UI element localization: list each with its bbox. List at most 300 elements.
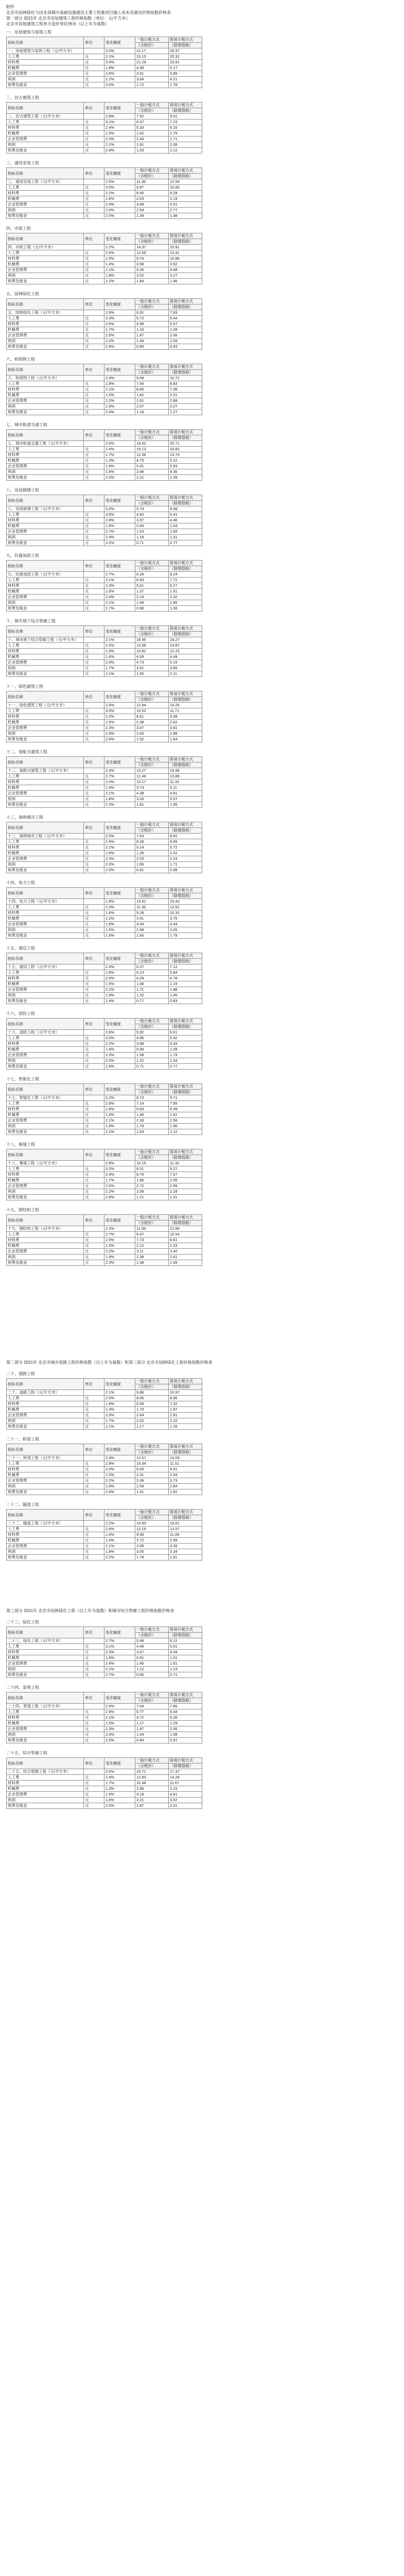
- table-cell: 12.19: [135, 1527, 169, 1532]
- table-cell: 元: [84, 987, 104, 993]
- header-cell: 单位: [84, 1215, 104, 1226]
- table-row: [7, 899, 202, 905]
- table-cell: 17.47: [169, 1769, 202, 1775]
- table-cell: 利润: [7, 273, 84, 279]
- table-cell: 元: [84, 643, 104, 649]
- table-cell: 9.71: [169, 1095, 202, 1101]
- index-section: [6, 226, 398, 284]
- table-row: [7, 321, 202, 327]
- header-cell: 简易计税方式: [169, 103, 202, 108]
- table-cell: 人工费: [7, 578, 84, 583]
- table-cell: 2.54: [135, 208, 169, 213]
- table-cell: 12.58: [169, 179, 202, 185]
- table-row: [7, 774, 202, 779]
- table-cell: 人工费: [7, 250, 84, 256]
- table-cell: 元: [84, 1401, 104, 1407]
- table-cell: 元: [84, 785, 104, 791]
- index-table: [6, 1692, 202, 1743]
- table-cell: 2.19: [135, 595, 169, 600]
- header-cell: （除增值税）: [169, 893, 202, 899]
- table-cell: [84, 768, 104, 774]
- table-header-row: [7, 561, 202, 566]
- table-cell: 元: [84, 1255, 104, 1260]
- table-cell: 15.13: [135, 447, 169, 452]
- table-cell: 2.4%: [104, 1455, 135, 1461]
- table-cell: 3.1%: [104, 120, 135, 125]
- table-cell: 2.0%: [104, 441, 135, 447]
- table-cell: 2.0%: [104, 731, 135, 737]
- table-cell: 2.5%: [104, 1738, 135, 1743]
- table-cell: 5.92: [135, 1030, 169, 1036]
- table-cell: 2.4%: [104, 1661, 135, 1667]
- table-cell: 2.77: [169, 208, 202, 213]
- table-row: [7, 404, 202, 410]
- index-table: [6, 560, 202, 612]
- table-row: [7, 1047, 202, 1053]
- table-row: [7, 1260, 202, 1266]
- header-cell: 指标名称: [7, 233, 84, 245]
- table-cell: 2.2%: [104, 338, 135, 344]
- index-table: [6, 625, 202, 677]
- table-cell: 2.21: [135, 475, 169, 481]
- table-cell: 2.6%: [104, 1101, 135, 1107]
- header-cell: 变化幅度: [104, 430, 135, 441]
- table-cell: 2.0%: [104, 475, 135, 481]
- index-table: [6, 887, 202, 939]
- table-cell: 元: [84, 851, 104, 856]
- table-cell: 2.2%: [104, 1521, 135, 1527]
- table-cell: 12.89: [169, 1226, 202, 1232]
- index-table: [6, 1149, 202, 1200]
- table-cell: 元: [84, 1064, 104, 1070]
- table-cell: 2.4%: [104, 998, 135, 1004]
- header-cell: 一般计税方式: [135, 299, 169, 304]
- table-cell: 2.06: [169, 333, 202, 338]
- table-cell: 机械费: [7, 196, 84, 202]
- table-cell: 16.82: [169, 447, 202, 452]
- table-cell: 材料费: [7, 779, 84, 785]
- table-cell: 二十三、绿化工程（元/平方米）: [7, 1638, 84, 1644]
- table-cell: 元: [84, 1418, 104, 1424]
- table-cell: 元: [84, 464, 104, 469]
- table-cell: 4.49: [169, 654, 202, 660]
- table-cell: 机械费: [7, 393, 84, 398]
- header-cell: 单位: [84, 233, 104, 245]
- header-cell: （含税价）: [135, 697, 169, 703]
- table-cell: 2.3%: [104, 802, 135, 808]
- index-section: [6, 357, 398, 415]
- table-cell: 人工费: [7, 120, 84, 125]
- header-cell: 变化幅度: [104, 1084, 135, 1095]
- table-cell: 1.3%: [104, 1786, 135, 1792]
- table-cell: 3.68: [135, 202, 169, 208]
- header-cell: 一般计税方式: [135, 822, 169, 828]
- table-cell: 机械费: [7, 1472, 84, 1478]
- table-cell: 10.31: [169, 910, 202, 916]
- table-cell: 2.0%: [104, 1238, 135, 1243]
- table-row: [7, 202, 202, 208]
- table-cell: 十五、通信工程（元/平方米）: [7, 964, 84, 970]
- table-cell: 元: [84, 540, 104, 546]
- table-cell: 2.03: [135, 196, 169, 202]
- header-cell: （除增值税）: [169, 632, 202, 637]
- table-cell: 2.6%: [104, 321, 135, 327]
- header-cell: 变化幅度: [104, 888, 135, 899]
- table-cell: 元: [84, 1232, 104, 1238]
- table-row: [7, 637, 202, 643]
- table-cell: 企业管理费: [7, 1118, 84, 1124]
- table-cell: 4.46: [169, 518, 202, 523]
- table-row: [7, 1095, 202, 1101]
- table-cell: 2.72: [135, 1538, 169, 1544]
- table-cell: 元: [84, 447, 104, 452]
- table-cell: 4.86: [135, 1036, 169, 1041]
- table-cell: 2.0%: [104, 1058, 135, 1064]
- table-cell: 企业管理费: [7, 1413, 84, 1418]
- table-cell: 1.68: [135, 600, 169, 606]
- table-cell: 1.61: [169, 1661, 202, 1667]
- table-cell: 9.74: [135, 256, 169, 262]
- header-cell: 单位: [84, 430, 104, 441]
- table-cell: 1.6%: [104, 469, 135, 475]
- table-cell: [84, 376, 104, 381]
- header-cell: 指标名称: [7, 953, 84, 964]
- table-row: [7, 1413, 202, 1418]
- table-cell: 元: [84, 1047, 104, 1053]
- table-row: [7, 1161, 202, 1166]
- table-cell: 元: [84, 649, 104, 654]
- section-title: 十五、通信工程: [6, 946, 35, 951]
- table-cell: 1.44: [135, 338, 169, 344]
- table-cell: 2.0%: [104, 660, 135, 666]
- table-cell: 1.86: [135, 1178, 169, 1183]
- table-row: [7, 572, 202, 578]
- table-cell: 23.15: [135, 54, 169, 60]
- table-row: [7, 447, 202, 452]
- index-section: [6, 1142, 398, 1200]
- table-cell: 1.9%: [104, 1792, 135, 1798]
- table-cell: 0.91: [135, 868, 169, 873]
- table-cell: 元: [84, 1803, 104, 1809]
- table-cell: 1.19: [169, 981, 202, 987]
- table-cell: 3.75: [169, 916, 202, 922]
- table-cell: 1.7%: [104, 666, 135, 671]
- table-cell: 元: [84, 535, 104, 540]
- header-cell: 简易计税方式: [169, 626, 202, 632]
- table-row: [7, 1030, 202, 1036]
- table-row: [7, 649, 202, 654]
- header-cell: 指标名称: [7, 299, 84, 310]
- table-cell: 规费及税金: [7, 148, 84, 154]
- header-cell: 简易计税方式: [169, 299, 202, 304]
- table-cell: 9.27: [169, 1166, 202, 1172]
- table-cell: 8.45: [135, 191, 169, 196]
- table-cell: 规费及税金: [7, 1195, 84, 1200]
- table-cell: 12.67: [135, 1455, 169, 1461]
- header-cell: 一般计税方式: [135, 103, 169, 108]
- table-cell: 1.41: [169, 851, 202, 856]
- table-cell: 1.6%: [104, 589, 135, 595]
- section-title: 十二、装配式建筑工程: [6, 750, 47, 754]
- header-cell: 变化幅度: [104, 626, 135, 637]
- table-cell: 2.59: [135, 1484, 169, 1489]
- index-section: [6, 1208, 398, 1266]
- table-cell: 元: [84, 595, 104, 600]
- table-cell: 元: [84, 839, 104, 845]
- table-cell: 十、城市地下综合管廊工程（元/平方米）: [7, 637, 84, 643]
- table-cell: 材料费: [7, 452, 84, 458]
- table-row: [7, 267, 202, 273]
- table-cell: 2.6%: [104, 1064, 135, 1070]
- table-cell: 规费及税金: [7, 868, 84, 873]
- table-cell: 2.3%: [104, 768, 135, 774]
- table-cell: 2.88: [169, 731, 202, 737]
- table-cell: 元: [84, 714, 104, 720]
- table-row: [7, 376, 202, 381]
- header-cell: 一般计税方式: [135, 888, 169, 893]
- table-cell: 利润: [7, 993, 84, 998]
- table-cell: 2.1%: [104, 1118, 135, 1124]
- header-cell: （除增值税）: [169, 697, 202, 703]
- table-cell: 规费及税金: [7, 998, 84, 1004]
- header-cell: （除增值税）: [169, 1764, 202, 1769]
- table-cell: 3.2%: [104, 506, 135, 512]
- table-row: [7, 381, 202, 387]
- table-header-row: [7, 1215, 202, 1221]
- index-table: [6, 953, 202, 1004]
- table-cell: 3.0%: [104, 1036, 135, 1041]
- table-cell: 1.3%: [104, 1407, 135, 1413]
- table-cell: 1.04: [169, 523, 202, 529]
- table-cell: 机械费: [7, 1178, 84, 1183]
- table-cell: 1.32: [135, 993, 169, 998]
- table-cell: 利润: [7, 731, 84, 737]
- table-cell: 2.1%: [104, 845, 135, 851]
- index-section: [6, 1077, 398, 1135]
- part-three-tables: [6, 1620, 398, 1809]
- table-cell: 2.3%: [104, 137, 135, 142]
- table-cell: 元: [84, 267, 104, 273]
- table-cell: 材料费: [7, 976, 84, 981]
- table-cell: 1.71: [169, 862, 202, 868]
- table-cell: 元: [84, 720, 104, 725]
- table-cell: 十二、装配式建筑工程（元/平方米）: [7, 768, 84, 774]
- header-cell: 简易计税方式: [169, 168, 202, 174]
- table-cell: 机械费: [7, 131, 84, 137]
- table-cell: 4.82: [135, 512, 169, 518]
- table-cell: 21.17: [135, 48, 169, 54]
- table-cell: 机械费: [7, 981, 84, 987]
- table-cell: 2.1%: [104, 1424, 135, 1430]
- table-cell: 2.1%: [104, 387, 135, 393]
- table-cell: 0.91: [135, 1655, 169, 1661]
- table-cell: 7.12: [169, 964, 202, 970]
- table-cell: 1.5%: [104, 720, 135, 725]
- index-table: [6, 1214, 202, 1266]
- table-cell: 12.48: [135, 774, 169, 779]
- table-cell: 元: [84, 1243, 104, 1249]
- table-cell: 人工费: [7, 1644, 84, 1650]
- table-cell: 企业管理费: [7, 137, 84, 142]
- table-cell: 材料费: [7, 910, 84, 916]
- header-cell: 单位: [84, 1510, 104, 1521]
- table-cell: 5.83: [135, 1107, 169, 1112]
- table-cell: 12.62: [169, 905, 202, 910]
- table-cell: 4.68: [169, 267, 202, 273]
- table-row: [7, 1172, 202, 1178]
- header-cell: 单位: [84, 299, 104, 310]
- table-cell: 元: [84, 1424, 104, 1430]
- table-cell: 2.6%: [104, 71, 135, 77]
- table-cell: 规费及税金: [7, 82, 84, 88]
- table-row: [7, 1484, 202, 1489]
- table-cell: [84, 179, 104, 185]
- table-cell: 1.23: [169, 1667, 202, 1672]
- table-cell: 3.64: [135, 77, 169, 82]
- table-cell: 1.6%: [104, 910, 135, 916]
- table-cell: 1.9%: [104, 933, 135, 939]
- table-cell: 材料费: [7, 1532, 84, 1538]
- table-cell: 2.1%: [104, 1390, 135, 1396]
- table-cell: [84, 964, 104, 970]
- table-cell: 1.5%: [104, 981, 135, 987]
- table-cell: 2.27: [169, 404, 202, 410]
- table-cell: 3.0%: [104, 48, 135, 54]
- table-cell: 3.52: [169, 1798, 202, 1803]
- table-cell: 人工费: [7, 643, 84, 649]
- table-cell: 1.18: [135, 535, 169, 540]
- table-cell: 4.75: [135, 458, 169, 464]
- table-header-row: [7, 1149, 202, 1155]
- header-cell: 单位: [84, 626, 104, 637]
- table-cell: 10.17: [135, 779, 169, 785]
- table-row: [7, 1732, 202, 1738]
- table-cell: 3.67: [135, 1650, 169, 1655]
- table-cell: 0.71: [135, 1064, 169, 1070]
- table-cell: 12.84: [135, 703, 169, 708]
- table-cell: 材料费: [7, 1715, 84, 1721]
- table-cell: 元: [84, 1101, 104, 1107]
- table-cell: 9.28: [135, 910, 169, 916]
- table-cell: 2.11: [169, 671, 202, 677]
- table-row: [7, 1036, 202, 1041]
- table-row: [7, 1472, 202, 1478]
- table-cell: 规费及税金: [7, 606, 84, 612]
- table-cell: 元: [84, 77, 104, 82]
- table-cell: 9.01: [169, 114, 202, 120]
- table-cell: 4.11: [169, 785, 202, 791]
- table-cell: 2.0%: [104, 862, 135, 868]
- header-cell: 一般计税方式: [135, 1510, 169, 1515]
- header-cell: 变化幅度: [104, 233, 135, 245]
- table-cell: 2.8%: [104, 1195, 135, 1200]
- table-row: [7, 1638, 202, 1644]
- table-cell: 25.32: [169, 54, 202, 60]
- header-cell: （含税价）: [135, 893, 169, 899]
- header-cell: 一般计税方式: [135, 1215, 169, 1221]
- table-cell: 1.46: [135, 1112, 169, 1118]
- header-cell: （含税价）: [135, 1024, 169, 1030]
- table-row: [7, 262, 202, 267]
- table-cell: 2.0%: [104, 208, 135, 213]
- table-cell: 2.1%: [104, 54, 135, 60]
- table-cell: 2.5%: [104, 1704, 135, 1709]
- table-row: [7, 1527, 202, 1532]
- table-cell: 规费及税金: [7, 1064, 84, 1070]
- table-cell: 1.3%: [104, 458, 135, 464]
- table-row: [7, 1424, 202, 1430]
- table-cell: 6.93: [135, 578, 169, 583]
- table-cell: 2.61: [169, 1255, 202, 1260]
- table-row: [7, 933, 202, 939]
- table-cell: 26.37: [169, 48, 202, 54]
- table-cell: 元: [84, 905, 104, 910]
- header-cell: 简易计税方式: [169, 691, 202, 697]
- table-cell: 1.27: [169, 410, 202, 415]
- table-cell: 元: [84, 1532, 104, 1538]
- table-row: [7, 333, 202, 338]
- table-header-row: [7, 822, 202, 828]
- header-cell: 单位: [84, 103, 104, 114]
- table-cell: 元: [84, 862, 104, 868]
- table-cell: 3.51: [135, 666, 169, 671]
- table-cell: 规费及税金: [7, 1672, 84, 1678]
- table-cell: 7.57: [169, 1172, 202, 1178]
- table-row: [7, 856, 202, 862]
- table-cell: 2.05: [169, 1178, 202, 1183]
- index-table: [6, 1444, 202, 1495]
- table-cell: 2.2%: [104, 1095, 135, 1101]
- header-cell: （含税价）: [135, 1155, 169, 1161]
- header-cell: （除增值税）: [169, 1633, 202, 1638]
- section-title: 十八、幕墙工程: [6, 1142, 35, 1147]
- table-cell: 2.07: [135, 404, 169, 410]
- table-cell: 人工费: [7, 512, 84, 518]
- table-cell: 9.96: [135, 1532, 169, 1538]
- table-cell: 2.1%: [104, 142, 135, 148]
- table-cell: 4.81: [169, 791, 202, 796]
- table-cell: 十一、绿色建筑工程（元/平方米）: [7, 703, 84, 708]
- table-cell: 2.1%: [104, 1715, 135, 1721]
- table-cell: 材料费: [7, 1467, 84, 1472]
- table-cell: 材料费: [7, 649, 84, 654]
- index-section: [6, 1751, 398, 1809]
- table-cell: 1.16: [135, 327, 169, 333]
- table-cell: 1.9%: [104, 131, 135, 137]
- table-cell: 利润: [7, 927, 84, 933]
- table-cell: 材料费: [7, 387, 84, 393]
- table-cell: 20.71: [169, 441, 202, 447]
- table-header-row: [7, 299, 202, 304]
- header-cell: （含税价）: [135, 1450, 169, 1455]
- table-cell: 2.0%: [104, 976, 135, 981]
- table-cell: 3.42: [169, 1249, 202, 1255]
- table-cell: 3.11: [135, 1249, 169, 1255]
- header-cell: （含税价）: [135, 108, 169, 114]
- table-row: [7, 540, 202, 546]
- table-cell: 1.81: [135, 802, 169, 808]
- table-cell: 企业管理费: [7, 725, 84, 731]
- table-cell: 2.8%: [104, 114, 135, 120]
- table-cell: 元: [84, 802, 104, 808]
- table-cell: 元: [84, 131, 104, 137]
- table-cell: 6.44: [169, 316, 202, 321]
- table-cell: 元: [84, 1786, 104, 1792]
- table-cell: [84, 1521, 104, 1527]
- table-cell: 企业管理费: [7, 398, 84, 404]
- table-cell: 材料费: [7, 60, 84, 65]
- table-cell: 二十五、综合管廊工程（元/平方米）: [7, 1769, 84, 1775]
